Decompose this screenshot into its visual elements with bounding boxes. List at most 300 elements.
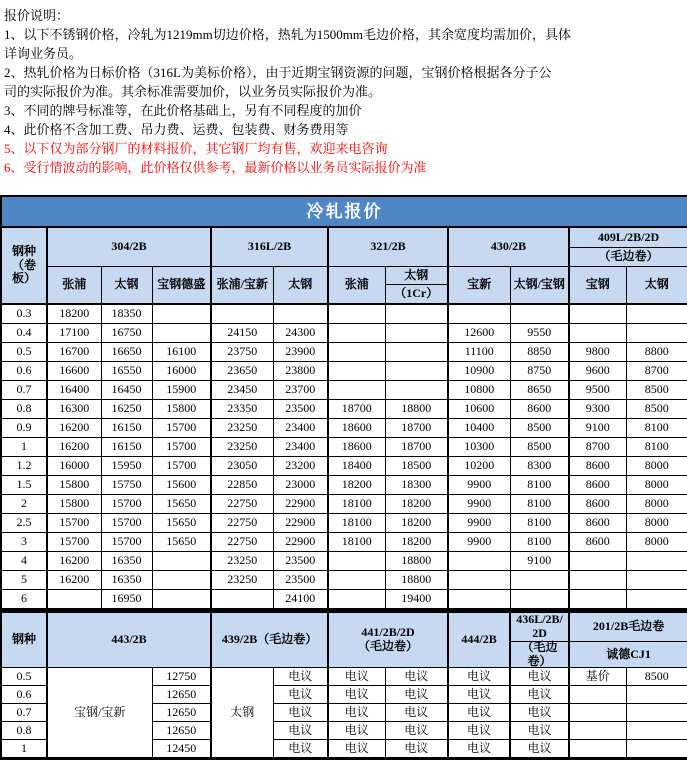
negotiable-cell: 电议	[510, 668, 569, 686]
price-cell: 8000	[626, 457, 687, 476]
price-cell: 16150	[101, 419, 152, 438]
price-cell: 18350	[101, 304, 152, 324]
price-cell	[448, 304, 510, 324]
price-cell: 18400	[328, 457, 385, 476]
thickness-cell: 0.8	[1, 722, 47, 740]
price-cell: 23450	[211, 381, 273, 400]
price-cell	[152, 304, 211, 324]
price-cell	[152, 552, 211, 571]
price-cell: 15700	[101, 495, 152, 514]
price-cell: 8100	[510, 476, 569, 495]
note-line-red: 5、以下仅为部分钢厂的材料报价，其它钢厂均有售，欢迎来电咨询	[4, 141, 388, 156]
thickness-cell: 0.4	[1, 324, 47, 343]
note-line: 详询业务员。	[4, 46, 83, 61]
price-row	[1, 400, 687, 419]
table1-title: 冷轧报价	[1, 196, 687, 227]
price-cell: 8600	[569, 476, 626, 495]
group-header-316l-2b: 316L/2B	[211, 227, 328, 267]
price-cell	[273, 304, 328, 324]
price-cell: 22900	[273, 533, 328, 552]
price-cell: 16600	[47, 362, 101, 381]
price-cell: 15950	[101, 457, 152, 476]
price-cell: 8100	[626, 438, 687, 457]
price-cell	[385, 362, 448, 381]
mill-header-baogang-409l: 宝钢	[569, 267, 626, 305]
price-cell: 18200	[385, 495, 448, 514]
mill-header-taigang-baogang-430: 太钢/宝钢	[510, 267, 569, 305]
price-row	[1, 457, 687, 476]
notes-title: 报价说明：	[4, 8, 70, 23]
mill-header-zhangpu-321: 张浦	[328, 267, 385, 305]
price-cell	[328, 381, 385, 400]
thickness-cell: 1	[1, 438, 47, 457]
price-cell: 8000	[626, 533, 687, 552]
price-cell: 23350	[211, 400, 273, 419]
price-cell	[569, 552, 626, 571]
price-cell: 15800	[152, 400, 211, 419]
price-cell: 18800	[385, 571, 448, 590]
price-cell	[448, 590, 510, 610]
price-row	[1, 552, 687, 571]
price-row	[1, 571, 687, 590]
price-cell: 23250	[211, 571, 273, 590]
price-cell: 16400	[47, 381, 101, 400]
price-cell: 12650	[152, 686, 211, 704]
price-cell: 8300	[510, 457, 569, 476]
price-cell: 8700	[569, 438, 626, 457]
price-cell: 15700	[47, 533, 101, 552]
thickness-cell: 3	[1, 533, 47, 552]
group-header-444-2b: 444/2B	[448, 612, 510, 668]
price-cell: 16450	[101, 381, 152, 400]
group-header-436l-label: 436L/2B/ 2D	[516, 612, 563, 640]
row-header-steel-type-2: 钢种	[1, 612, 47, 668]
price-cell	[328, 304, 385, 324]
negotiable-cell: 电议	[448, 704, 510, 722]
negotiable-cell: 电议	[273, 740, 328, 759]
mill-header-taigang-label: 太钢	[404, 267, 429, 282]
group-header-441-2b-2d: 441/2B/2D （毛边卷）	[328, 612, 448, 668]
price-cell: 16150	[101, 438, 152, 457]
price-cell: 23000	[273, 476, 328, 495]
price-cell	[328, 343, 385, 362]
price-cell: 9300	[569, 400, 626, 419]
negotiable-cell: 电议	[273, 722, 328, 740]
mill-header-zhangpu-304: 张浦	[47, 267, 101, 305]
price-cell	[569, 590, 626, 610]
price-cell: 15750	[101, 476, 152, 495]
price-cell: 10800	[448, 381, 510, 400]
price-cell	[626, 324, 687, 343]
table2-body	[1, 668, 687, 759]
thickness-cell: 2	[1, 495, 47, 514]
negotiable-cell: 电议	[510, 740, 569, 759]
cold-rolled-price-table	[0, 195, 687, 610]
price-cell	[328, 552, 385, 571]
thickness-cell: 0.5	[1, 668, 47, 686]
price-cell: 9500	[569, 381, 626, 400]
price-row	[1, 381, 687, 400]
price-cell: 22850	[211, 476, 273, 495]
price-cell: 23250	[211, 438, 273, 457]
price-cell: 8500	[510, 438, 569, 457]
price-cell: 16350	[101, 571, 152, 590]
price-row	[1, 668, 687, 686]
price-cell	[328, 324, 385, 343]
price-cell: 12650	[152, 722, 211, 740]
price-cell: 16700	[47, 343, 101, 362]
price-cell: 12750	[152, 668, 211, 686]
mill-header-1cr-label: （1Cr）	[386, 284, 448, 303]
price-cell	[569, 324, 626, 343]
price-row	[1, 438, 687, 457]
base-price-label-cell	[569, 686, 626, 704]
negotiable-cell: 电议	[328, 740, 385, 759]
note-line-red: 6、受行情波动的影响，此价格仅供参考，最新价格以业务员实际报价为准	[4, 160, 427, 175]
base-price-cell	[626, 686, 687, 704]
price-cell	[626, 304, 687, 324]
note-line: 2、热轧价格为日标价格（316L为美标价格），由于近期宝钢资源的问题，宝钢价格根据各分子公	[4, 65, 552, 80]
thickness-cell: 0.6	[1, 362, 47, 381]
price-cell: 12650	[152, 704, 211, 722]
mill-cell-baogang-baoxin: 宝钢/宝新	[47, 668, 152, 759]
price-cell	[448, 571, 510, 590]
price-cell: 16200	[47, 419, 101, 438]
price-cell	[328, 362, 385, 381]
price-cell	[385, 381, 448, 400]
price-cell: 22900	[273, 514, 328, 533]
group-header-201-label: 201/2B毛边卷	[592, 619, 665, 634]
price-row	[1, 590, 687, 610]
price-cell: 18100	[328, 514, 385, 533]
price-cell: 16950	[101, 590, 152, 610]
price-row	[1, 514, 687, 533]
price-cell: 16200	[47, 438, 101, 457]
thickness-cell: 1.2	[1, 457, 47, 476]
price-cell: 23200	[273, 457, 328, 476]
price-cell: 24300	[273, 324, 328, 343]
negotiable-cell: 电议	[448, 722, 510, 740]
price-cell: 23400	[273, 438, 328, 457]
thickness-cell: 1.5	[1, 476, 47, 495]
price-cell	[510, 304, 569, 324]
negotiable-cell: 电议	[448, 686, 510, 704]
price-cell: 15700	[47, 514, 101, 533]
group-header-436l-2b-2d	[510, 612, 569, 668]
table2-header-row	[1, 612, 687, 668]
negotiable-cell: 电议	[510, 722, 569, 740]
price-cell: 16750	[101, 324, 152, 343]
price-row	[1, 533, 687, 552]
mill-header-baoxin-430: 宝新	[448, 267, 510, 305]
base-price-cell	[626, 740, 687, 759]
price-cell: 9100	[510, 552, 569, 571]
price-cell: 18300	[385, 476, 448, 495]
price-cell: 8000	[626, 514, 687, 533]
price-cell: 23050	[211, 457, 273, 476]
note-line: 3、不同的牌号标准等，在此价格基础上，另有不同程度的加价	[4, 103, 362, 118]
group-header-439-2b: 439/2B（毛边卷）	[211, 612, 328, 668]
price-cell: 8000	[626, 476, 687, 495]
price-cell: 9550	[510, 324, 569, 343]
price-cell: 18200	[47, 304, 101, 324]
price-cell: 22900	[273, 495, 328, 514]
price-cell: 23900	[273, 343, 328, 362]
price-cell: 15700	[101, 533, 152, 552]
thickness-cell: 1	[1, 740, 47, 759]
notes-lines	[4, 25, 687, 177]
group-header-chengde-cj1: 诚德CJ1	[570, 641, 687, 667]
price-cell: 8600	[569, 495, 626, 514]
price-cell: 18800	[385, 400, 448, 419]
price-cell: 18200	[385, 514, 448, 533]
price-cell: 15650	[152, 533, 211, 552]
price-cell: 8600	[510, 400, 569, 419]
price-cell: 8850	[510, 343, 569, 362]
price-cell: 15650	[152, 495, 211, 514]
table1-group-header-row	[1, 227, 687, 267]
note-line: 4、此价格不含加工费、吊力费、运费、包装费、财务费用等	[4, 122, 349, 137]
price-cell	[211, 304, 273, 324]
price-cell: 9900	[448, 533, 510, 552]
table1-title-row	[1, 196, 687, 227]
price-cell: 16300	[47, 400, 101, 419]
thickness-cell: 0.6	[1, 686, 47, 704]
price-cell: 23800	[273, 362, 328, 381]
price-cell: 10600	[448, 400, 510, 419]
price-cell: 9800	[569, 343, 626, 362]
negotiable-cell: 电议	[385, 740, 448, 759]
price-cell: 18500	[385, 457, 448, 476]
price-cell: 18700	[328, 400, 385, 419]
thickness-cell: 4	[1, 552, 47, 571]
price-cell: 15700	[152, 419, 211, 438]
price-cell: 18700	[385, 438, 448, 457]
mill-header-baogang-desheng: 宝钢德盛	[152, 267, 211, 305]
mill-header-taigang-1cr-321	[385, 267, 448, 305]
price-row	[1, 362, 687, 381]
price-cell: 8600	[569, 457, 626, 476]
price-cell: 16350	[101, 552, 152, 571]
group-header-409l-label: 409L/2B/2D	[597, 229, 660, 244]
price-cell: 24150	[211, 324, 273, 343]
negotiable-cell: 电议	[328, 668, 385, 686]
base-price-cell: 8500	[626, 668, 687, 686]
group-header-409l-sub: （毛边卷）	[570, 247, 687, 266]
price-cell	[569, 571, 626, 590]
price-cell: 18800	[385, 552, 448, 571]
price-cell: 23250	[211, 419, 273, 438]
price-cell: 17100	[47, 324, 101, 343]
price-cell: 8600	[569, 514, 626, 533]
negotiable-cell: 电议	[273, 704, 328, 722]
price-cell: 22750	[211, 495, 273, 514]
thickness-cell: 0.8	[1, 400, 47, 419]
negotiable-cell: 电议	[448, 740, 510, 759]
price-cell: 8700	[626, 362, 687, 381]
price-cell: 12450	[152, 740, 211, 759]
price-cell	[328, 571, 385, 590]
thickness-cell: 0.3	[1, 304, 47, 324]
price-cell: 15650	[152, 514, 211, 533]
base-price-cell	[626, 704, 687, 722]
price-cell	[152, 324, 211, 343]
group-header-443-2b: 443/2B	[47, 612, 211, 668]
price-cell: 8750	[510, 362, 569, 381]
price-cell	[448, 552, 510, 571]
table1-body	[1, 304, 687, 609]
price-cell: 12600	[448, 324, 510, 343]
group-header-304-2b: 304/2B	[47, 227, 211, 267]
price-row	[1, 343, 687, 362]
negotiable-cell: 电议	[385, 668, 448, 686]
row-header-steel-type: 钢种 （卷 板）	[1, 227, 47, 304]
price-cell: 9900	[448, 476, 510, 495]
mill-header-zhangpu-baoxin-316l: 张浦/宝新	[211, 267, 273, 305]
mill-header-taigang-304: 太钢	[101, 267, 152, 305]
negotiable-cell: 电议	[385, 686, 448, 704]
price-cell: 8800	[626, 343, 687, 362]
thickness-cell: 5	[1, 571, 47, 590]
thickness-cell: 0.7	[1, 704, 47, 722]
negotiable-cell: 电议	[510, 686, 569, 704]
price-cell: 10200	[448, 457, 510, 476]
price-cell: 18600	[328, 438, 385, 457]
mill-header-taigang-316l: 太钢	[273, 267, 328, 305]
price-cell: 9900	[448, 495, 510, 514]
price-cell	[569, 304, 626, 324]
price-cell	[626, 571, 687, 590]
price-row	[1, 304, 687, 324]
base-price-label-cell	[569, 704, 626, 722]
group-header-201-2b	[569, 612, 687, 668]
price-cell: 15600	[152, 476, 211, 495]
price-cell: 9600	[569, 362, 626, 381]
price-cell: 18700	[385, 419, 448, 438]
price-row	[1, 324, 687, 343]
price-cell	[47, 590, 101, 610]
price-cell: 23250	[211, 552, 273, 571]
price-cell: 18200	[385, 533, 448, 552]
note-line: 司的实际报价为准。其余标准需要加价，以业务员实际报价为准。	[4, 84, 382, 99]
price-cell: 8000	[626, 495, 687, 514]
negotiable-cell: 电议	[328, 686, 385, 704]
price-cell: 10900	[448, 362, 510, 381]
negotiable-cell: 电议	[385, 704, 448, 722]
price-cell: 11100	[448, 343, 510, 362]
thickness-cell: 0.7	[1, 381, 47, 400]
negotiable-cell: 电议	[510, 704, 569, 722]
negotiable-cell: 电议	[385, 722, 448, 740]
price-cell: 16250	[101, 400, 152, 419]
price-cell: 8600	[569, 533, 626, 552]
price-cell: 18200	[328, 476, 385, 495]
group-header-436l-sub: （毛边 卷）	[511, 641, 568, 667]
price-cell: 23650	[211, 362, 273, 381]
price-cell: 8100	[510, 533, 569, 552]
price-cell: 16200	[47, 552, 101, 571]
price-cell: 23400	[273, 419, 328, 438]
price-cell: 10400	[448, 419, 510, 438]
thickness-cell: 2.5	[1, 514, 47, 533]
price-cell: 23700	[273, 381, 328, 400]
ferritic-price-table	[0, 610, 687, 760]
price-cell: 16650	[101, 343, 152, 362]
price-cell	[152, 590, 211, 610]
price-cell: 10300	[448, 438, 510, 457]
price-cell: 9900	[448, 514, 510, 533]
quotation-notes	[0, 0, 687, 195]
group-header-430-2b: 430/2B	[448, 227, 569, 267]
price-row	[1, 476, 687, 495]
price-cell: 16200	[47, 571, 101, 590]
table1-mill-header-row	[1, 267, 687, 305]
price-cell: 23750	[211, 343, 273, 362]
price-cell: 16100	[152, 343, 211, 362]
thickness-cell: 0.5	[1, 343, 47, 362]
price-cell: 18600	[328, 419, 385, 438]
price-cell	[385, 343, 448, 362]
thickness-cell: 0.9	[1, 419, 47, 438]
price-cell: 16550	[101, 362, 152, 381]
price-cell: 23500	[273, 400, 328, 419]
price-row	[1, 419, 687, 438]
note-line: 1、以下不锈钢价格，冷轧为1219mm切边价格，热轧为1500mm毛边价格，其余宽度均需加价，具体	[4, 27, 571, 42]
group-header-409l-2b-2d	[569, 227, 687, 267]
price-cell: 15700	[152, 457, 211, 476]
price-cell	[328, 590, 385, 610]
negotiable-cell: 电议	[328, 722, 385, 740]
price-cell: 15700	[152, 438, 211, 457]
price-cell: 15700	[101, 514, 152, 533]
price-row	[1, 495, 687, 514]
price-cell: 15800	[47, 476, 101, 495]
price-cell	[626, 552, 687, 571]
mill-header-taigang-409l: 太钢	[626, 267, 687, 305]
price-cell: 15800	[47, 495, 101, 514]
group-header-321-2b: 321/2B	[328, 227, 448, 267]
price-cell	[626, 590, 687, 610]
price-cell: 19400	[385, 590, 448, 610]
price-cell: 8100	[626, 419, 687, 438]
thickness-cell: 6	[1, 590, 47, 610]
price-cell	[510, 590, 569, 610]
negotiable-cell: 电议	[273, 686, 328, 704]
price-cell: 23500	[273, 571, 328, 590]
price-cell: 8500	[626, 400, 687, 419]
negotiable-cell: 电议	[273, 668, 328, 686]
price-cell: 24100	[273, 590, 328, 610]
price-cell: 22750	[211, 533, 273, 552]
price-cell: 23500	[273, 552, 328, 571]
base-price-label-cell	[569, 740, 626, 759]
price-cell: 16000	[152, 362, 211, 381]
price-cell: 22750	[211, 514, 273, 533]
price-cell	[211, 590, 273, 610]
mill-cell-taigang: 太钢	[211, 668, 273, 759]
price-cell	[152, 571, 211, 590]
price-cell: 8100	[510, 514, 569, 533]
price-cell	[385, 324, 448, 343]
price-cell: 16000	[47, 457, 101, 476]
price-cell: 18100	[328, 533, 385, 552]
price-cell	[510, 571, 569, 590]
price-cell: 15900	[152, 381, 211, 400]
price-cell: 9100	[569, 419, 626, 438]
price-cell: 18100	[328, 495, 385, 514]
negotiable-cell: 电议	[448, 668, 510, 686]
negotiable-cell: 电议	[328, 704, 385, 722]
